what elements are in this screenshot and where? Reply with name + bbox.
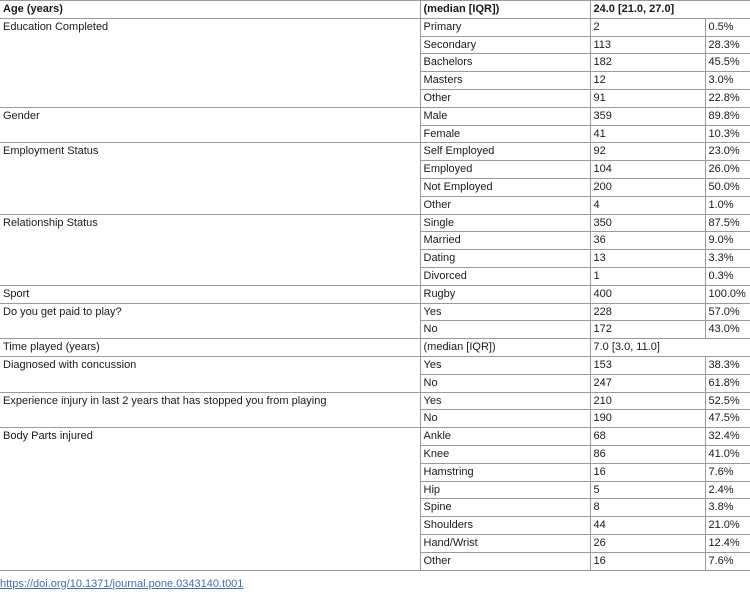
- category-cell: Spine: [420, 499, 590, 517]
- variable-label: Do you get paid to play?: [0, 303, 420, 339]
- category-cell: Not Employed: [420, 178, 590, 196]
- percent-cell: 87.5%: [705, 214, 750, 232]
- category-cell: No: [420, 374, 590, 392]
- count-cell: 182: [590, 54, 705, 72]
- percent-cell: 26.0%: [705, 161, 750, 179]
- percent-cell: 1.0%: [705, 196, 750, 214]
- variable-label: Experience injury in last 2 years that has stopped you from playing: [0, 392, 420, 428]
- percent-cell: 32.4%: [705, 428, 750, 446]
- count-cell: 153: [590, 356, 705, 374]
- category-cell: Masters: [420, 72, 590, 90]
- table-row: [0, 107, 750, 125]
- percent-cell: 7.6%: [705, 463, 750, 481]
- table-row: [0, 356, 750, 374]
- percent-cell: 3.3%: [705, 250, 750, 268]
- percent-cell: 47.5%: [705, 410, 750, 428]
- percent-cell: 89.8%: [705, 107, 750, 125]
- category-cell: Knee: [420, 445, 590, 463]
- percent-cell: 61.8%: [705, 374, 750, 392]
- variable-label: Employment Status: [0, 143, 420, 214]
- variable-label: Body Parts injured: [0, 428, 420, 570]
- category-cell: Dating: [420, 250, 590, 268]
- count-cell: 200: [590, 178, 705, 196]
- percent-cell: 23.0%: [705, 143, 750, 161]
- count-cell: 16: [590, 463, 705, 481]
- count-cell: 68: [590, 428, 705, 446]
- count-cell: 104: [590, 161, 705, 179]
- header-value: 24.0 [21.0, 27.0]: [590, 1, 750, 19]
- count-cell: 190: [590, 410, 705, 428]
- variable-label: Time played (years): [0, 339, 420, 357]
- category-cell: Female: [420, 125, 590, 143]
- count-cell: 86: [590, 445, 705, 463]
- category-cell: Self Employed: [420, 143, 590, 161]
- count-cell: 228: [590, 303, 705, 321]
- category-cell: Secondary: [420, 36, 590, 54]
- count-cell: 91: [590, 89, 705, 107]
- count-cell: 350: [590, 214, 705, 232]
- category-cell: Hip: [420, 481, 590, 499]
- count-cell: 36: [590, 232, 705, 250]
- table-row: [0, 285, 750, 303]
- category-cell: Other: [420, 196, 590, 214]
- category-cell: Single: [420, 214, 590, 232]
- category-cell: Other: [420, 552, 590, 570]
- percent-cell: 0.3%: [705, 267, 750, 285]
- count-cell: 2: [590, 18, 705, 36]
- category-cell: Hand/Wrist: [420, 534, 590, 552]
- percent-cell: 9.0%: [705, 232, 750, 250]
- table-row: [0, 339, 750, 357]
- count-cell: 1: [590, 267, 705, 285]
- table-header-row: [0, 1, 750, 19]
- count-cell: 13: [590, 250, 705, 268]
- category-cell: Yes: [420, 303, 590, 321]
- category-cell: No: [420, 321, 590, 339]
- variable-label: Gender: [0, 107, 420, 143]
- count-cell: 113: [590, 36, 705, 54]
- count-cell: 12: [590, 72, 705, 90]
- percent-cell: 10.3%: [705, 125, 750, 143]
- value-cell: 7.0 [3.0, 11.0]: [590, 339, 750, 357]
- percent-cell: 41.0%: [705, 445, 750, 463]
- percent-cell: 3.0%: [705, 72, 750, 90]
- header-statistic: (median [IQR]): [420, 1, 590, 19]
- percent-cell: 45.5%: [705, 54, 750, 72]
- percent-cell: 0.5%: [705, 18, 750, 36]
- count-cell: 359: [590, 107, 705, 125]
- count-cell: 4: [590, 196, 705, 214]
- count-cell: 26: [590, 534, 705, 552]
- table-row: [0, 18, 750, 36]
- category-cell: Yes: [420, 392, 590, 410]
- percent-cell: 57.0%: [705, 303, 750, 321]
- category-cell: Bachelors: [420, 54, 590, 72]
- category-cell: Male: [420, 107, 590, 125]
- count-cell: 92: [590, 143, 705, 161]
- category-cell: Other: [420, 89, 590, 107]
- category-cell: Shoulders: [420, 517, 590, 535]
- table-row: [0, 303, 750, 321]
- count-cell: 44: [590, 517, 705, 535]
- category-cell: Employed: [420, 161, 590, 179]
- percent-cell: 38.3%: [705, 356, 750, 374]
- count-cell: 400: [590, 285, 705, 303]
- variable-label: Education Completed: [0, 18, 420, 107]
- percent-cell: 21.0%: [705, 517, 750, 535]
- category-cell: Rugby: [420, 285, 590, 303]
- count-cell: 247: [590, 374, 705, 392]
- category-cell: Divorced: [420, 267, 590, 285]
- category-cell: Primary: [420, 18, 590, 36]
- percent-cell: 50.0%: [705, 178, 750, 196]
- table-row: [0, 214, 750, 232]
- count-cell: 16: [590, 552, 705, 570]
- count-cell: 210: [590, 392, 705, 410]
- table-row: [0, 143, 750, 161]
- count-cell: 172: [590, 321, 705, 339]
- percent-cell: 3.8%: [705, 499, 750, 517]
- category-cell: (median [IQR]): [420, 339, 590, 357]
- percent-cell: 43.0%: [705, 321, 750, 339]
- header-variable: Age (years): [0, 1, 420, 19]
- percent-cell: 100.0%: [705, 285, 750, 303]
- percent-cell: 52.5%: [705, 392, 750, 410]
- count-cell: 8: [590, 499, 705, 517]
- count-cell: 41: [590, 125, 705, 143]
- category-cell: Married: [420, 232, 590, 250]
- variable-label: Sport: [0, 285, 420, 303]
- percent-cell: 22.8%: [705, 89, 750, 107]
- variable-label: Relationship Status: [0, 214, 420, 285]
- category-cell: Ankle: [420, 428, 590, 446]
- count-cell: 5: [590, 481, 705, 499]
- percent-cell: 12.4%: [705, 534, 750, 552]
- doi-link[interactable]: https://doi.org/10.1371/journal.pone.0343140.t001: [0, 577, 244, 590]
- table-row: [0, 392, 750, 410]
- variable-label: Diagnosed with concussion: [0, 356, 420, 392]
- percent-cell: 2.4%: [705, 481, 750, 499]
- percent-cell: 28.3%: [705, 36, 750, 54]
- category-cell: Hamstring: [420, 463, 590, 481]
- table-body: [0, 1, 750, 571]
- table-row: [0, 428, 750, 446]
- category-cell: No: [420, 410, 590, 428]
- category-cell: Yes: [420, 356, 590, 374]
- percent-cell: 7.6%: [705, 552, 750, 570]
